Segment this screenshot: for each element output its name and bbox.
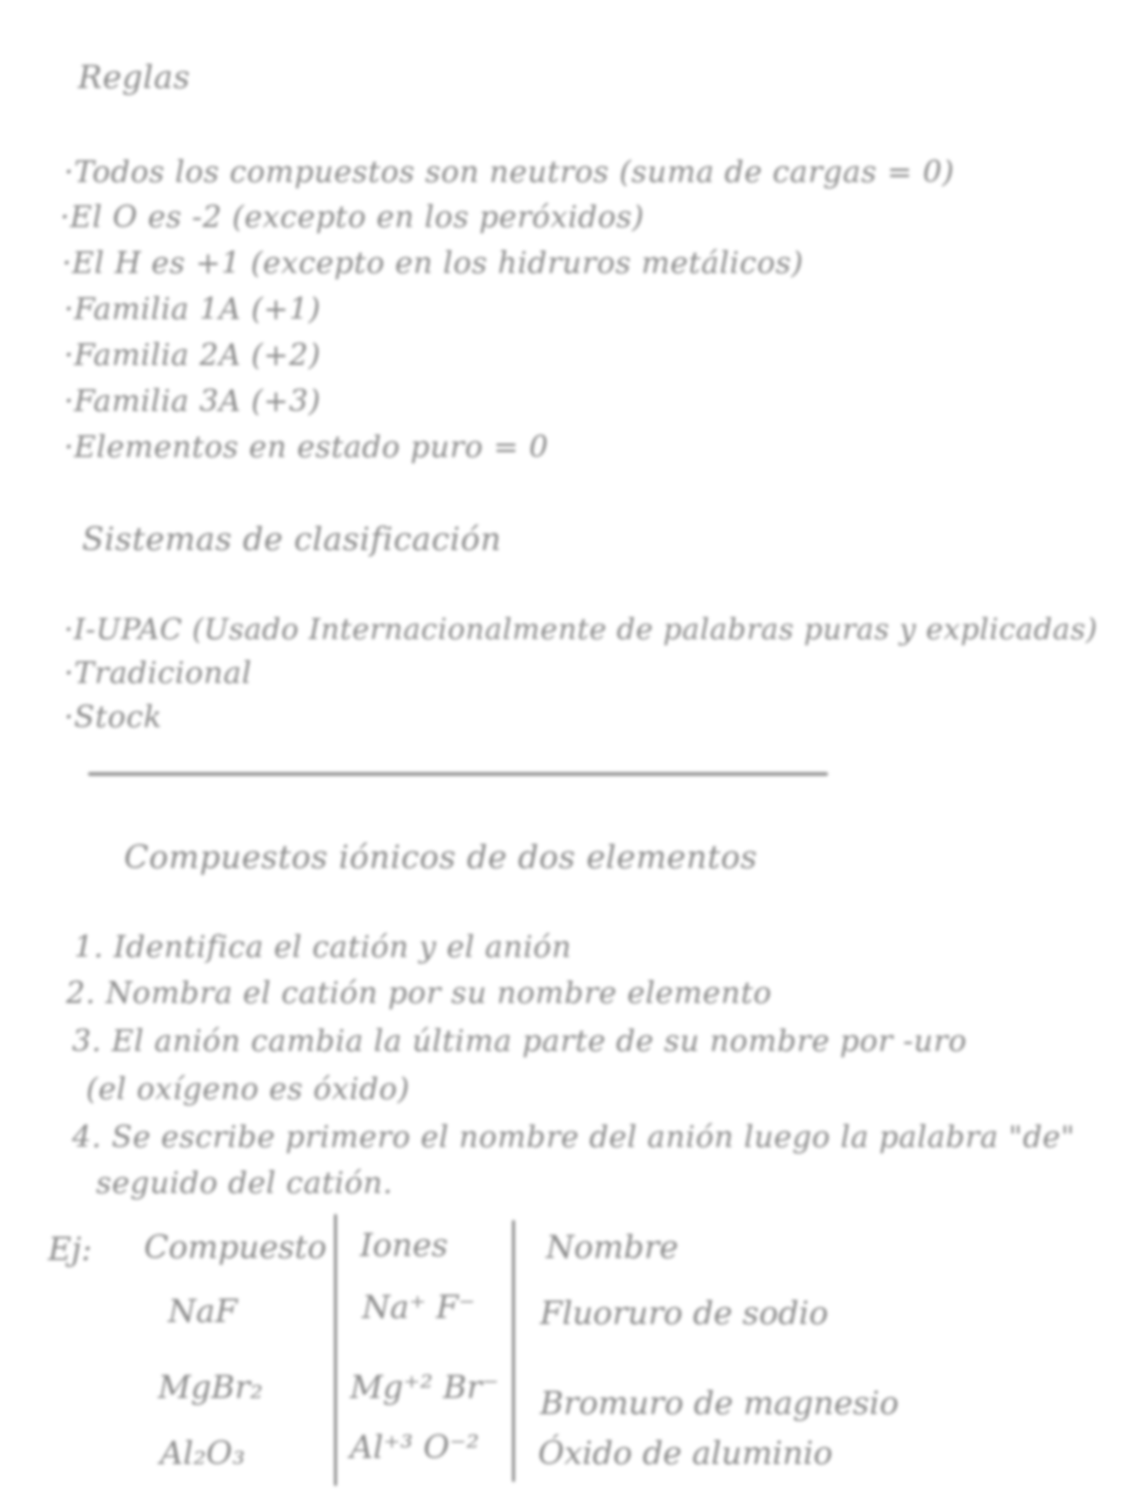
rule-item: ·Todos los compuestos son neutros (suma de cargas = 0) (64, 155, 955, 190)
header-name: Nombre (546, 1228, 679, 1266)
step-item: seguido del catión. (96, 1166, 393, 1201)
row-name: Bromuro de magnesio (540, 1384, 899, 1422)
step-item: 1. Identifica el catión y el anión (74, 930, 572, 965)
rule-item: ·El H es +1 (excepto en los hidruros metálicos) (62, 246, 804, 281)
system-item: ·I-UPAC (Usado Internacionalmente de palabras puras y explicadas) (64, 612, 1098, 646)
step-item: 2. Nombra el catión por su nombre elemento (66, 976, 772, 1011)
system-item: ·Stock (64, 700, 163, 735)
row-compound: NaF (168, 1292, 238, 1330)
row-ions: Al⁺³ O⁻² (350, 1428, 480, 1466)
system-item: ·Tradicional (64, 656, 252, 691)
row-ions: Mg⁺² Br⁻ (350, 1368, 499, 1406)
rule-item: ·Familia 1A (+1) (64, 292, 321, 327)
rule-item: ·El O es -2 (excepto en los peróxidos) (60, 200, 645, 235)
row-compound: MgBr₂ (158, 1368, 263, 1406)
rule-item: ·Familia 2A (+2) (64, 338, 321, 373)
header-compound: Compuesto (144, 1228, 327, 1266)
step-item: 3. El anión cambia la última parte de su nombre por -uro (72, 1024, 967, 1059)
page-title: Reglas (78, 58, 191, 96)
row-name: Fluoruro de sodio (540, 1294, 829, 1332)
step-item: 4. Se escribe primero el nombre del anión luego la palabra "de" (72, 1120, 1076, 1155)
section-divider (88, 772, 828, 776)
header-ions: Iones (360, 1226, 448, 1264)
row-name: Óxido de aluminio (538, 1434, 833, 1472)
step-item: (el oxígeno es óxido) (86, 1072, 410, 1107)
row-compound: Al₂O₃ (160, 1434, 246, 1472)
binary-heading: Compuestos iónicos de dos elementos (124, 838, 758, 876)
table-divider-1 (334, 1214, 337, 1486)
example-label: Ej: (48, 1230, 93, 1268)
rule-item: ·Elementos en estado puro = 0 (64, 430, 549, 465)
row-ions: Na⁺ F⁻ (362, 1288, 476, 1326)
table-divider-2 (512, 1220, 515, 1482)
systems-heading: Sistemas de clasificación (82, 520, 502, 558)
rule-item: ·Familia 3A (+3) (64, 384, 321, 419)
